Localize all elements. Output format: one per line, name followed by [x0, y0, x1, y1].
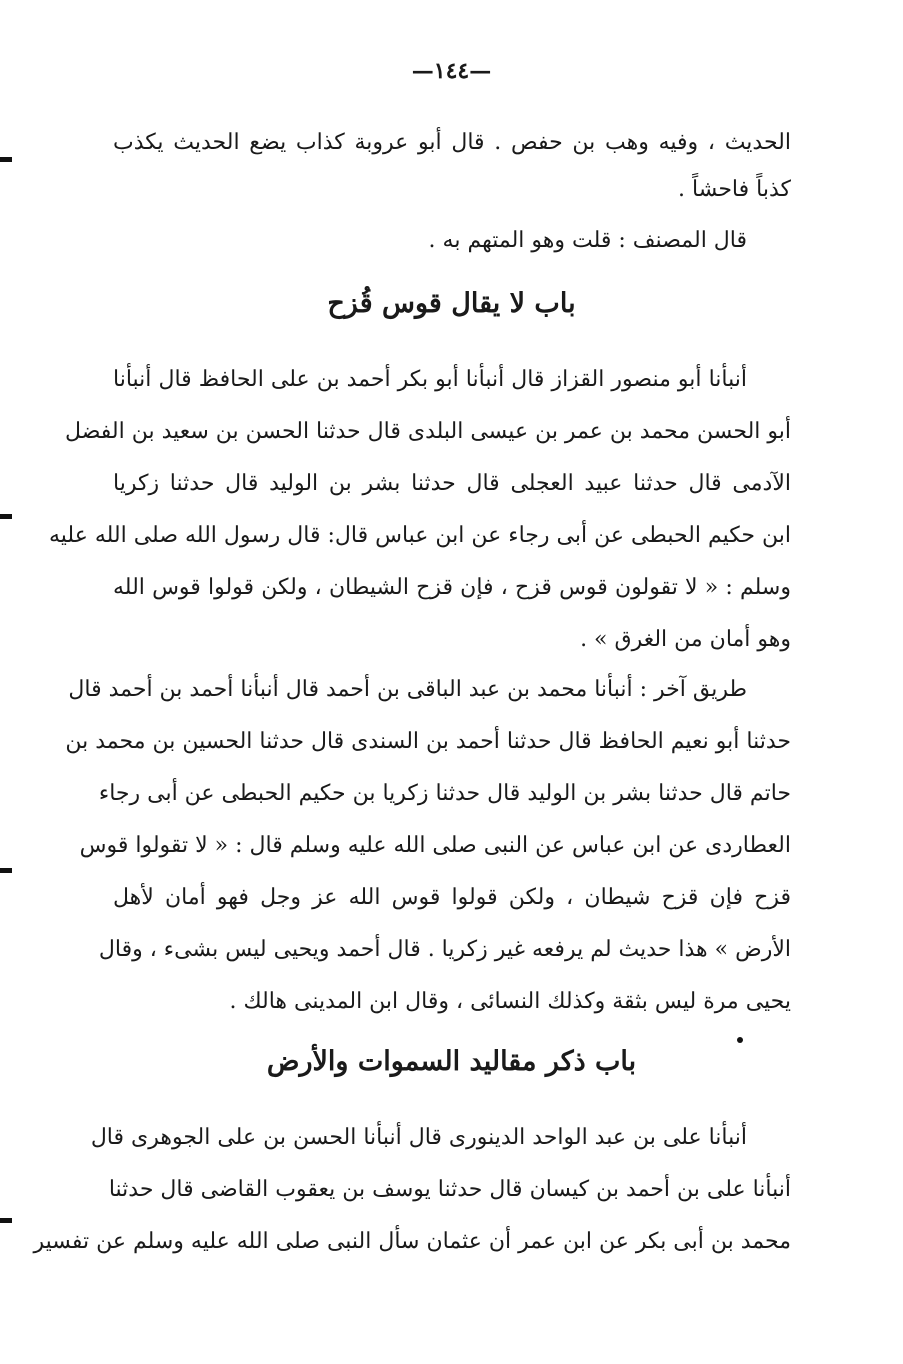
text-line: يحيى مرة ليس بثقة وكذلك النسائى ، وقال ابن المدينى هالك .: [229, 989, 791, 1014]
text-line: أنبأنا على بن أحمد بن كيسان قال حدثنا يوسف بن يعقوب القاضى قال حدثنا: [108, 1177, 791, 1202]
ink-dot: [737, 1037, 743, 1043]
text-line: العطاردى عن ابن عباس عن النبى صلى الله عليه وسلم قال : « لا تقولوا قوس: [79, 833, 791, 858]
text-line: محمد بن أبى بكر عن ابن عمر أن عثمان سأل النبى صلى الله عليه وسلم عن تفسير: [33, 1229, 791, 1254]
text-line: حاتم قال حدثنا بشر بن الوليد قال حدثنا زكريا بن حكيم الحبطى عن أبى رجاء: [98, 781, 791, 806]
paragraph-rainbow-2: [65, 676, 791, 1016]
text-line: حدثنا أبو نعيم الحافظ قال حدثنا أحمد بن السندى قال حدثنا الحسين بن محمد بن: [65, 729, 791, 754]
scan-edge-mark: [0, 514, 12, 519]
text-line: الأرض » هذا حديث لم يرفعه غير زكريا . قال أحمد ويحيى ليس بشىء ، وقال: [98, 937, 791, 962]
section-heading-rainbow: باب لا يقال قوس قُزح: [327, 288, 576, 319]
paragraph-rainbow-1: [48, 366, 791, 654]
scan-edge-mark: [0, 157, 12, 162]
text-line: الحديث ، وفيه وهب بن حفص . قال أبو عروبة كذاب يضع الحديث يكذب: [113, 130, 791, 155]
text-line: أبو الحسن محمد بن عمر بن عيسى البلدى قال حدثنا الحسن بن سعيد بن الفضل: [65, 419, 791, 444]
text-line: طريق آخر : أنبأنا محمد بن عبد الباقى بن أحمد قال أنبأنا أحمد بن أحمد قال: [68, 677, 747, 702]
text-line: وهو أمان من الغرق » .: [580, 627, 791, 652]
text-line: قال المصنف : قلت وهو المتهم به .: [428, 228, 747, 253]
scan-edge-mark: [0, 1218, 12, 1223]
text-line: وسلم : « لا تقولون قوس قزح ، فإن قزح الشيطان ، ولكن قولوا قوس الله: [113, 575, 791, 600]
text-line: كذباً فاحشاً .: [678, 177, 791, 202]
text-line: قزح فإن قزح شيطان ، ولكن قولوا قوس الله عز وجل فهو أمان لأهل: [113, 885, 791, 910]
page-number: —١٤٤—: [411, 58, 492, 84]
scan-edge-mark: [0, 868, 12, 873]
text-line: ابن حكيم الحبطى عن أبى رجاء عن ابن عباس قال: قال رسول الله صلى الله عليه: [48, 523, 791, 548]
text-line: الآدمى قال حدثنا عبيد العجلى قال حدثنا بشر بن الوليد قال حدثنا زكريا: [113, 471, 791, 496]
section-heading-keys: باب ذكر مقاليد السموات والأرض: [266, 1046, 637, 1077]
author-note: [113, 227, 791, 255]
text-line: أنبأنا أبو منصور القزاز قال أنبأنا أبو بكر أحمد بن على الحافظ قال أنبأنا: [113, 367, 747, 392]
text-line: أنبأنا على بن عبد الواحد الدينورى قال أنبأنا الحسن بن على الجوهرى قال: [90, 1125, 747, 1150]
paragraph-keys: [33, 1124, 791, 1256]
intro-paragraph: [113, 128, 791, 204]
